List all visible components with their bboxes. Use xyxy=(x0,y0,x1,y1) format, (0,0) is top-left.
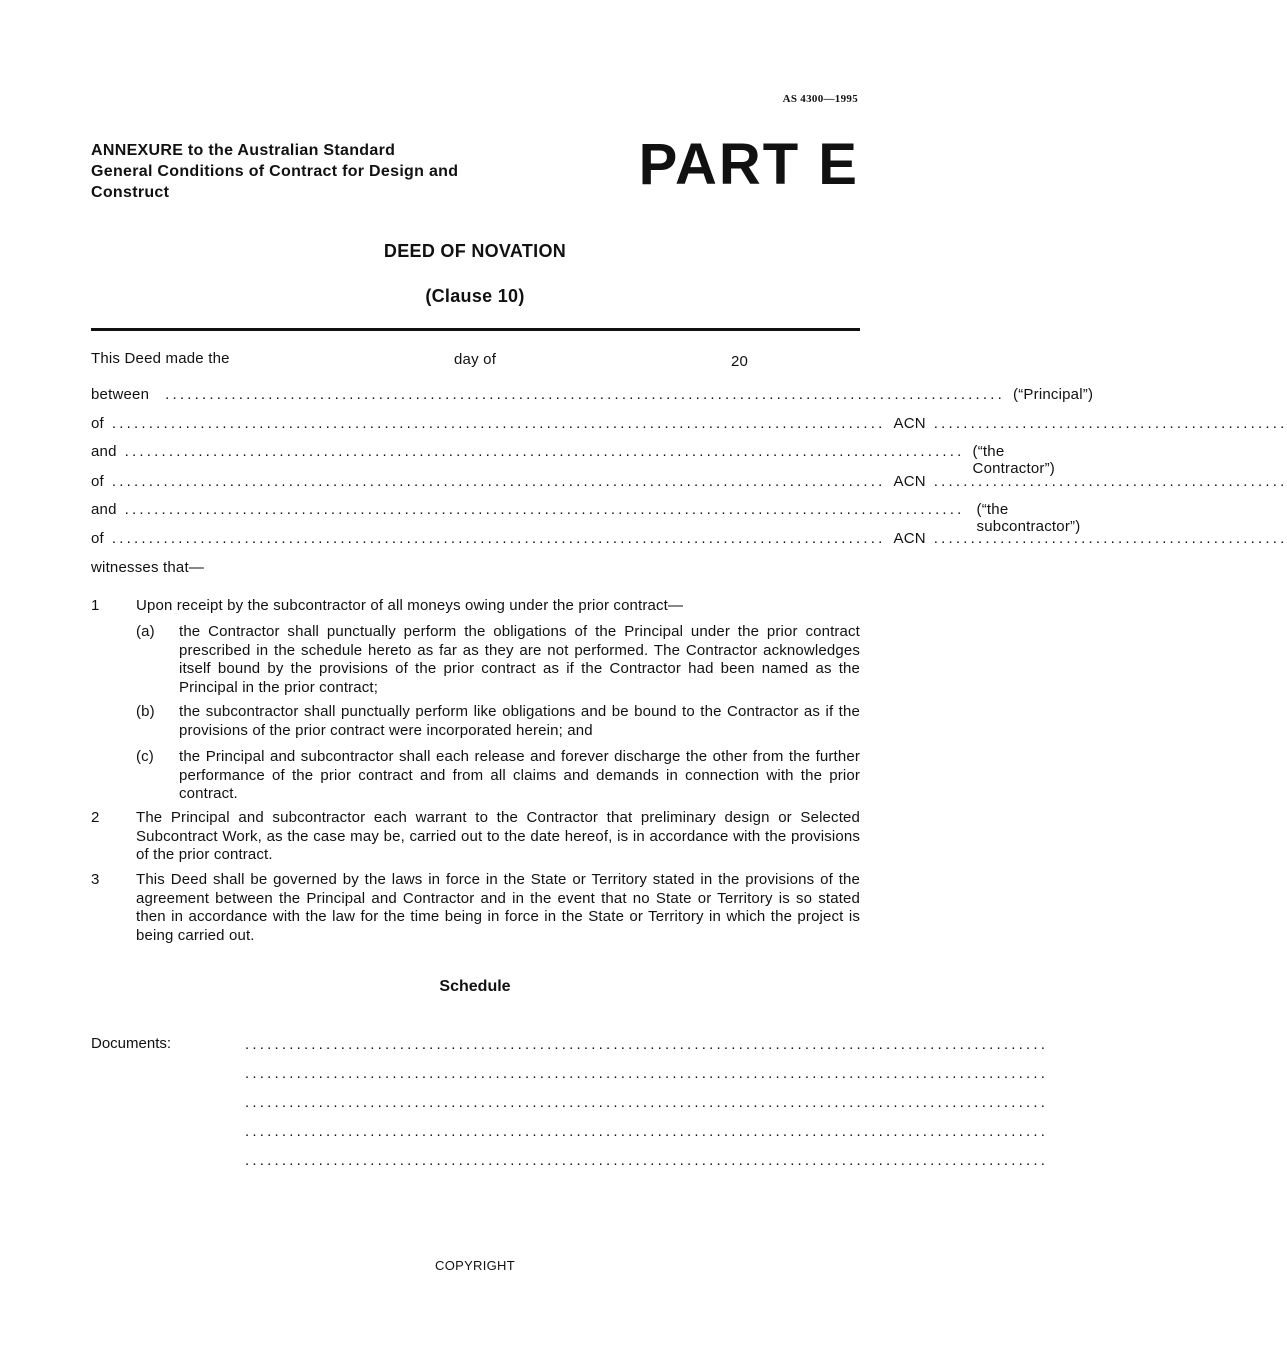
clause-text: Upon receipt by the subcontractor of all moneys owing under the prior contract— xyxy=(136,597,684,614)
acn-label: ACN xyxy=(893,473,926,490)
subclause-text: the Contractor shall punctually perform the obligations of the Principal under the prior contract prescribed in the schedule hereto as far as they are not performed. The Contractor acknowledges itself bound by the provisions of the prior contract as if the Contractor had been named as the Principal in the prior contract; xyxy=(179,623,860,697)
acn-label: ACN xyxy=(893,530,926,547)
clause-number: 3 xyxy=(91,871,100,888)
annexure-line-3: Construct xyxy=(91,184,170,201)
subclause-text: the Principal and subcontractor shall each release and forever discharge the other from the further performance of the prior contract and from all claims and demands in connection with the prior contract. xyxy=(179,748,860,803)
of-label: of xyxy=(91,415,104,432)
principal-acn-blank[interactable]: ................................................ xyxy=(933,415,1287,432)
subcontractor-name-blank[interactable]: .................................................................................................................. xyxy=(124,501,965,518)
clause-1b xyxy=(91,703,860,740)
clause-3 xyxy=(91,871,860,946)
clause-1c xyxy=(91,748,860,804)
party-row-subcontractor-address xyxy=(91,530,1287,550)
principal-address-blank[interactable]: ......................................................................................................... xyxy=(111,415,886,432)
horizontal-rule xyxy=(91,328,860,331)
of-label: of xyxy=(91,473,104,490)
principal-name-blank[interactable]: .................................................................................................................. xyxy=(165,386,1006,403)
subcontractor-address-blank[interactable]: ......................................................................................................... xyxy=(111,530,886,547)
deed-made-label: This Deed made the xyxy=(91,350,230,367)
copyright-footer: COPYRIGHT xyxy=(435,1258,515,1273)
of-label: of xyxy=(91,530,104,547)
year-prefix: 20 xyxy=(731,353,749,370)
subclause-label: (a) xyxy=(136,623,155,640)
contractor-name-blank[interactable]: .................................................................................................................. xyxy=(124,443,965,460)
annexure-line-2: General Conditions of Contract for Design and xyxy=(91,163,459,180)
party-row-principal-address xyxy=(91,415,1287,435)
clause-1 xyxy=(91,597,860,616)
clause-2 xyxy=(91,809,860,865)
clause-number: 2 xyxy=(91,809,100,826)
party-row-contractor xyxy=(91,443,1055,477)
and-label: and xyxy=(91,501,117,518)
acn-label: ACN xyxy=(893,415,926,432)
subcontractor-acn-blank[interactable]: ................................................ xyxy=(933,530,1287,547)
documents-blank-line[interactable]: ............................................................................................................. xyxy=(245,1123,1049,1140)
deed-title: DEED OF NOVATION xyxy=(383,241,567,261)
party-row-contractor-address xyxy=(91,473,1287,493)
clause-text: This Deed shall be governed by the laws in force in the State or Territory stated in the provisions of the agreement between the Principal and Contractor and in the event that no State or Territory is so stated then in accordance with the law for the time being in force in the State or Territory in which the project is being carried out. xyxy=(136,871,860,945)
annexure-heading xyxy=(91,140,551,203)
subclause-text: the subcontractor shall punctually perform like obligations and be bound to the Contractor as if the provisions of the prior contract were incorporated herein; and xyxy=(179,703,860,739)
documents-blank-line[interactable]: ............................................................................................................. xyxy=(245,1152,1049,1169)
clause-text: The Principal and subcontractor each warrant to the Contractor that preliminary design or Selected Subcontract Work, as the case may be, carried out to the date hereof, is in accordance with the provisions of the prior contract. xyxy=(136,809,860,864)
clause-number: 1 xyxy=(91,597,100,614)
party-row-principal xyxy=(91,386,1094,406)
between-label: between xyxy=(91,386,150,403)
contractor-acn-blank[interactable]: ................................................ xyxy=(933,473,1287,490)
subcontractor-label: (“the subcontractor”) xyxy=(976,501,1081,535)
party-row-subcontractor xyxy=(91,501,1081,535)
and-label: and xyxy=(91,443,117,460)
documents-blank-line[interactable]: ............................................................................................................. xyxy=(245,1065,1049,1082)
standard-code: AS 4300—1995 xyxy=(782,93,858,105)
schedule-heading: Schedule xyxy=(439,978,511,995)
clause-reference: (Clause 10) xyxy=(425,286,525,306)
day-of-label: day of xyxy=(454,351,497,368)
documents-blank-line[interactable]: ............................................................................................................. xyxy=(245,1036,1049,1053)
contractor-address-blank[interactable]: ......................................................................................................... xyxy=(111,473,886,490)
principal-label: (“Principal”) xyxy=(1013,386,1094,403)
part-label: PART E xyxy=(638,132,859,197)
contractor-label: (“the Contractor”) xyxy=(972,443,1055,477)
annexure-line-1: ANNEXURE to the Australian Standard xyxy=(91,142,396,159)
witnesses-text: witnesses that— xyxy=(91,559,205,576)
documents-blank-line[interactable]: ............................................................................................................. xyxy=(245,1094,1049,1111)
subclause-label: (c) xyxy=(136,748,154,765)
documents-label: Documents: xyxy=(91,1035,172,1052)
subclause-label: (b) xyxy=(136,703,155,720)
clause-1a xyxy=(91,623,860,698)
